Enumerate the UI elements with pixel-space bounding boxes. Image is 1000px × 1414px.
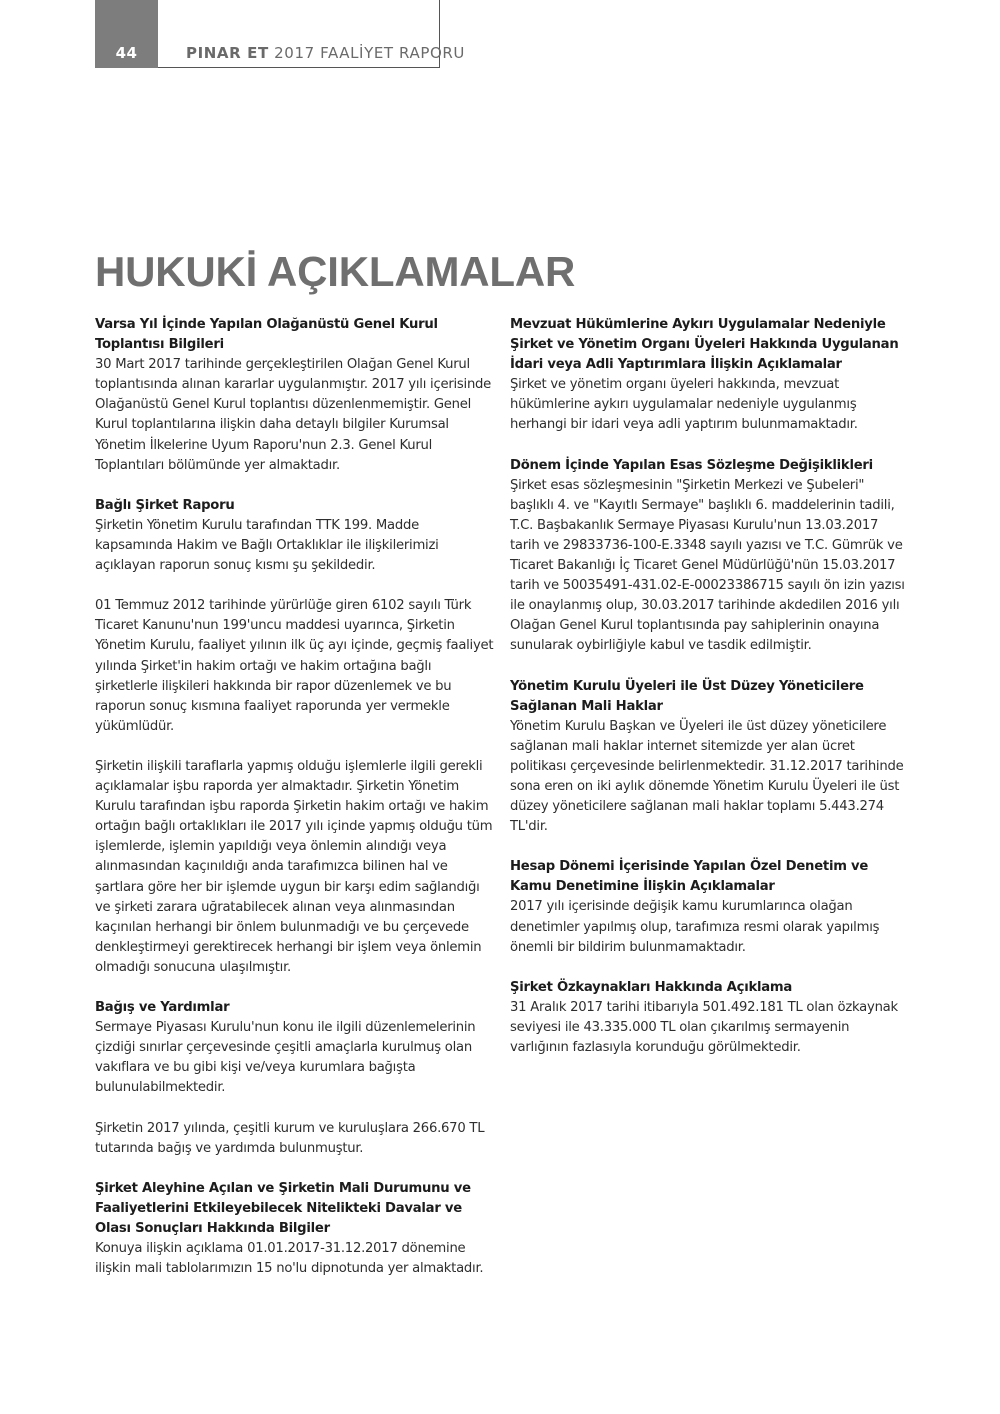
section-heading: Şirket Aleyhine Açılan ve Şirketin Mali Durumunu ve Faaliyetlerini Etkileyebilecek Nitelikteki Davalar ve Olası Sonuçları Hakkında Bilgiler [95,1180,471,1236]
brand-name: PINAR ET [186,44,269,62]
section-equity [510,978,910,1058]
section-heading: Bağış ve Yardımlar [95,1000,230,1015]
right-column [510,315,910,1078]
section-heading: Varsa Yıl İçinde Yapılan Olağanüstü Genel Kurul Toplantısı Bilgileri [95,317,438,353]
section-paragraph: Yönetim Kurulu Başkan ve Üyeleri ile üst düzey yöneticilere sağlanan mali haklar internet sitemizde yer alan ücret politikası çerçevesinde belirlenmektedir. 31.12.2017 tarihinde sona eren on iki aylık dönemde Yönetim Kurulu Üyeleri ile üst düzey yöneticilere sağlanan mali haklar toplamı 5.443.274 TL'dir. [510,718,904,835]
section-paragraph: 31 Aralık 2017 tarihi itibarıyla 501.492.181 TL olan özkaynak seviyesi ile 43.335.000 TL olan çıkarılmış sermayenin varlığının fazlasıyla korunduğu görülmektedir. [510,999,898,1055]
section-financial-rights [510,677,910,838]
section-paragraph: Şirketin ilişkili taraflarla yapmış olduğu işlemlerle ilgili gerekli açıklamalar işbu raporda yer almaktadır. Şirketin Yönetim Kurulu tarafından işbu raporda Şirketin hakim ortağı ve hakim ortağın bağlı ortaklıkları ile 2017 yılı içinde yapmış olduğu tüm işlemlerde, işlemin yapıldığı veya önlemin alındığı veya alınmasından kaçınıldığı anda tarafımızca bilinen hal ve şartlara göre her bir işlemde uygun bir karşı edim sağlandığı ve şirketi zarara uğratabilecek alınan veya alınmasından kaçınılan herhangi bir önlem bulunmadığı ve bu çerçevede denkleştirmeyi gerektirecek herhangi bir işlem veya önlemin olmadığı sonucuna ulaşılmıştır. [95,758,493,975]
section-heading: Bağlı Şirket Raporu [95,497,235,513]
section-paragraph: Şirket esas sözleşmesinin "Şirketin Merkezi ve Şubeleri" başlıklı 4. ve "Kayıtlı Sermaye" başlıklı 6. maddelerinin tadili, T.C. Başbakanlık Sermaye Piyasası Kurulu'nun 13.03.2017 tarih ve 29833736-100-E.3348 sayılı yazısı ve T.C. Gümrük ve Ticaret Bakanlığı İç Ticaret Genel Müdürlüğü'nün 15.03.2017 tarih ve 50035491-431.02-E-00023386715 sayılı ön izin yazısı ile onaylanmış olup, 30.03.2017 tarihinde akdedilen 2016 yılı Olağan Genel Kurul toplantısında pay sahiplerinin onayına sunularak oybirliğiyle kabul ve tasdik edilmiştir. [510,477,905,654]
section-paragraph: 2017 yılı içerisinde değişik kamu kurumlarınca olağan denetimler yapılmış olup, tarafımıza resmi olarak yapılmış önemli bir bildirim bulunmamaktadır. [510,899,880,955]
page-number: 44 [115,44,138,62]
section-paragraph: Konuya ilişkin açıklama 01.01.2017-31.12.2017 dönemine ilişkin mali tablolarımızın 15 no'lu dipnotunda yer almaktadır. [95,1241,484,1277]
section-paragraph: Şirketin 2017 yılında, çeşitli kurum ve kuruluşlara 266.670 TL tutarında bağış ve yardımda bulunmuştur. [95,1120,485,1156]
page-title: HUKUKİ AÇIKLAMALAR [95,248,576,295]
section-affiliated-company-report [95,496,495,978]
section-paragraph: Şirket ve yönetim organı üyeleri hakkında, mevzuat hükümlerine aykırı uygulamalar nedeniyle uygulanmış herhangi bir idari veya adli yaptırım bulunmamaktadır. [510,377,858,433]
section-paragraph: Şirketin Yönetim Kurulu tarafından TTK 199. Madde kapsamında Hakim ve Bağlı Ortaklıklar ile ilişkilerimizi açıklayan raporun sonuç kısmı şu şekildedir. [95,517,439,574]
section-paragraph: Sermaye Piyasası Kurulu'nun konu ile ilgili düzenlemelerinin çizdiği sınırlar çerçevesinde çeşitli amaçlarla kurulmuş olan vakıflara ve bu gibi kişi ve/veya kurumlara bağışta bulunulabilmektedir. [95,1020,476,1096]
section-heading: Mevzuat Hükümlerine Aykırı Uygulamalar Nedeniyle Şirket ve Yönetim Organı Üyeleri Hakkında Uygulanan İdari veya Adli Yaptırımlara İlişkin Açıklamalar [510,317,899,373]
section-donations [95,998,495,1159]
section-heading: Dönem İçinde Yapılan Esas Sözleşme Değişiklikleri [510,457,873,473]
report-name: 2017 FAALİYET RAPORU [268,44,465,62]
section-articles-amendments [510,456,910,657]
section-heading: Şirket Özkaynakları Hakkında Açıklama [510,979,793,995]
section-audits [510,857,910,957]
report-title [186,44,465,62]
section-heading: Yönetim Kurulu Üyeleri ile Üst Düzey Yöneticilere Sağlanan Mali Haklar [510,678,864,714]
section-administrative-sanctions [510,315,910,436]
section-lawsuits [95,1179,495,1279]
left-column [95,315,495,1299]
section-paragraph: 01 Temmuz 2012 tarihinde yürürlüğe giren 6102 sayılı Türk Ticaret Kanunu'nun 199'uncu maddesi uyarınca, Şirketin Yönetim Kurulu, faaliyet yılının ilk üç ayı içinde, geçmiş faaliyet yılında Şirket'in hakim ortağı ve hakim ortağına bağlı şirketlerle ilişkileri hakkında bir rapor düzenlemek ve bu raporun sonuç kısmına faaliyet raporunda yer vermekle yükümlüdür. [95,598,494,734]
section-extraordinary-general-meeting [95,315,495,476]
section-paragraph: 30 Mart 2017 tarihinde gerçekleştirilen Olağan Genel Kurul toplantısında alınan kararlar uygulanmıştır. 2017 yılı içerisinde Olağanüstü Genel Kurul toplantısı düzenlenmemiştir. Genel Kurul toplantılarına ilişkin daha detaylı bilgiler Kurumsal Yönetim İlkelerine Uyum Raporu'nun 2.3. Genel Kurul Toplantıları bölümünde yer almaktadır. [95,357,492,473]
section-heading: Hesap Dönemi İçerisinde Yapılan Özel Denetim ve Kamu Denetimine İlişkin Açıklamalar [510,859,869,895]
